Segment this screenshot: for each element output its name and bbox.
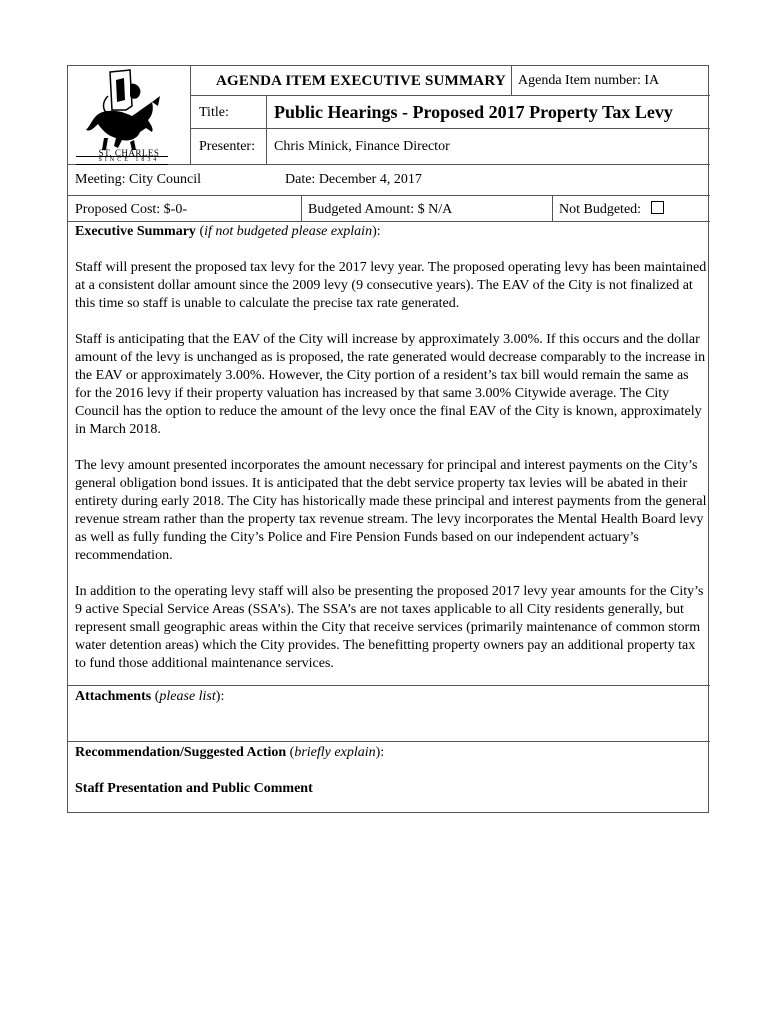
summary-paragraph: In addition to the operating levy staff will also be presenting the proposed 2017 levy year amounts for the City’s 9 active Special Service Areas (SSA’s). The SSA’s are not taxes applicable to all City residents generally, but represent small geographic areas within the City that receive services (primarily maintenance of common storm water detention areas) which the City provides. The benefitting property owners pay an additional property tax to fund those additional maintenance services. <box>75 584 704 671</box>
row-divider <box>190 95 710 96</box>
attachments-label: Attachments <box>75 689 152 704</box>
row-divider <box>68 741 710 742</box>
hint-open: ( <box>195 224 205 239</box>
summary-paragraph: The levy amount presented incorporates the amount necessary for principal and interest payments on the City’s general obligation bond issues. It is anticipated that the debt service property tax levies will be abated in their entirety during early 2018. The City has historically made these principal and interest payments from the general revenue stream rather than the property tax revenue stream. The levy incorporates the Mental Health Board levy as well as fully funding the City’s Police and Fire Pension Funds based on our independent actuary’s recommendation. <box>75 458 707 563</box>
not-budgeted-checkbox[interactable] <box>651 201 664 214</box>
executive-summary-label: Executive Summary <box>75 224 196 239</box>
item-number-divider <box>511 66 512 95</box>
presenter-value: Chris Minick, Finance Director <box>274 139 450 154</box>
title-label: Title: <box>199 105 229 120</box>
not-budgeted-label: Not Budgeted: <box>559 202 642 217</box>
hint-close: ): <box>375 745 385 760</box>
budgeted-amount: Budgeted Amount: $ N/A <box>308 202 453 217</box>
executive-summary-body <box>75 259 707 691</box>
meeting-name: Meeting: City Council <box>75 172 201 187</box>
city-logo <box>68 66 190 164</box>
row-divider <box>190 128 710 129</box>
page-title: Public Hearings - Proposed 2017 Property Tax Levy <box>274 102 673 122</box>
executive-summary-hint: if not budgeted please explain <box>204 224 373 239</box>
presenter-label: Presenter: <box>199 139 255 154</box>
cost-divider <box>552 195 553 221</box>
hint-close: ): <box>215 689 225 704</box>
hint-close: ): <box>372 224 381 239</box>
row-divider <box>68 195 710 196</box>
cost-divider <box>301 195 302 221</box>
logo-divider <box>190 66 191 164</box>
summary-paragraph: Staff will present the proposed tax levy for the 2017 levy year. The proposed operating levy has been maintained at a consistent dollar amount since the 2009 levy (9 consecutive years). The EAV of the City is not finalized at this time so staff is unable to calculate the precise tax rate generated. <box>75 260 707 311</box>
label-divider <box>266 95 267 164</box>
hint-open: ( <box>286 745 295 760</box>
attachments-heading <box>75 688 224 706</box>
summary-heading: AGENDA ITEM EXECUTIVE SUMMARY <box>216 73 506 89</box>
attachments-hint: please list <box>159 689 216 704</box>
logo-since: SINCE 1834 <box>98 157 160 163</box>
recommendation-heading <box>75 744 384 762</box>
agenda-summary-form <box>67 65 709 813</box>
logo-city-name: ST. CHARLES <box>98 148 160 158</box>
recommendation-hint: briefly explain <box>294 745 376 760</box>
recommendation-label: Recommendation/Suggested Action <box>75 745 287 760</box>
meeting-date: Date: December 4, 2017 <box>285 172 422 187</box>
executive-summary-heading <box>75 223 381 241</box>
hint-open: ( <box>151 689 160 704</box>
summary-paragraph: Staff is anticipating that the EAV of the City will increase by approximately 3.00%. If this occurs and the dollar amount of the levy is unchanged as is proposed, the rate generated would decrease comparably to the increase in the EAV or approximately 3.00%. However, the City portion of a resident’s tax bill would remain the same as for the 2016 levy if their property valuation has increased by that same 3.00% Citywide average. The City Council has the option to reduce the amount of the levy once the final EAV of the City is known, approximately in March 2018. <box>75 332 706 437</box>
recommendation-value: Staff Presentation and Public Comment <box>75 781 313 796</box>
proposed-cost: Proposed Cost: $-0- <box>75 202 187 217</box>
agenda-item-number: Agenda Item number: IA <box>518 73 660 88</box>
not-budgeted <box>559 201 664 219</box>
row-divider <box>68 221 710 222</box>
